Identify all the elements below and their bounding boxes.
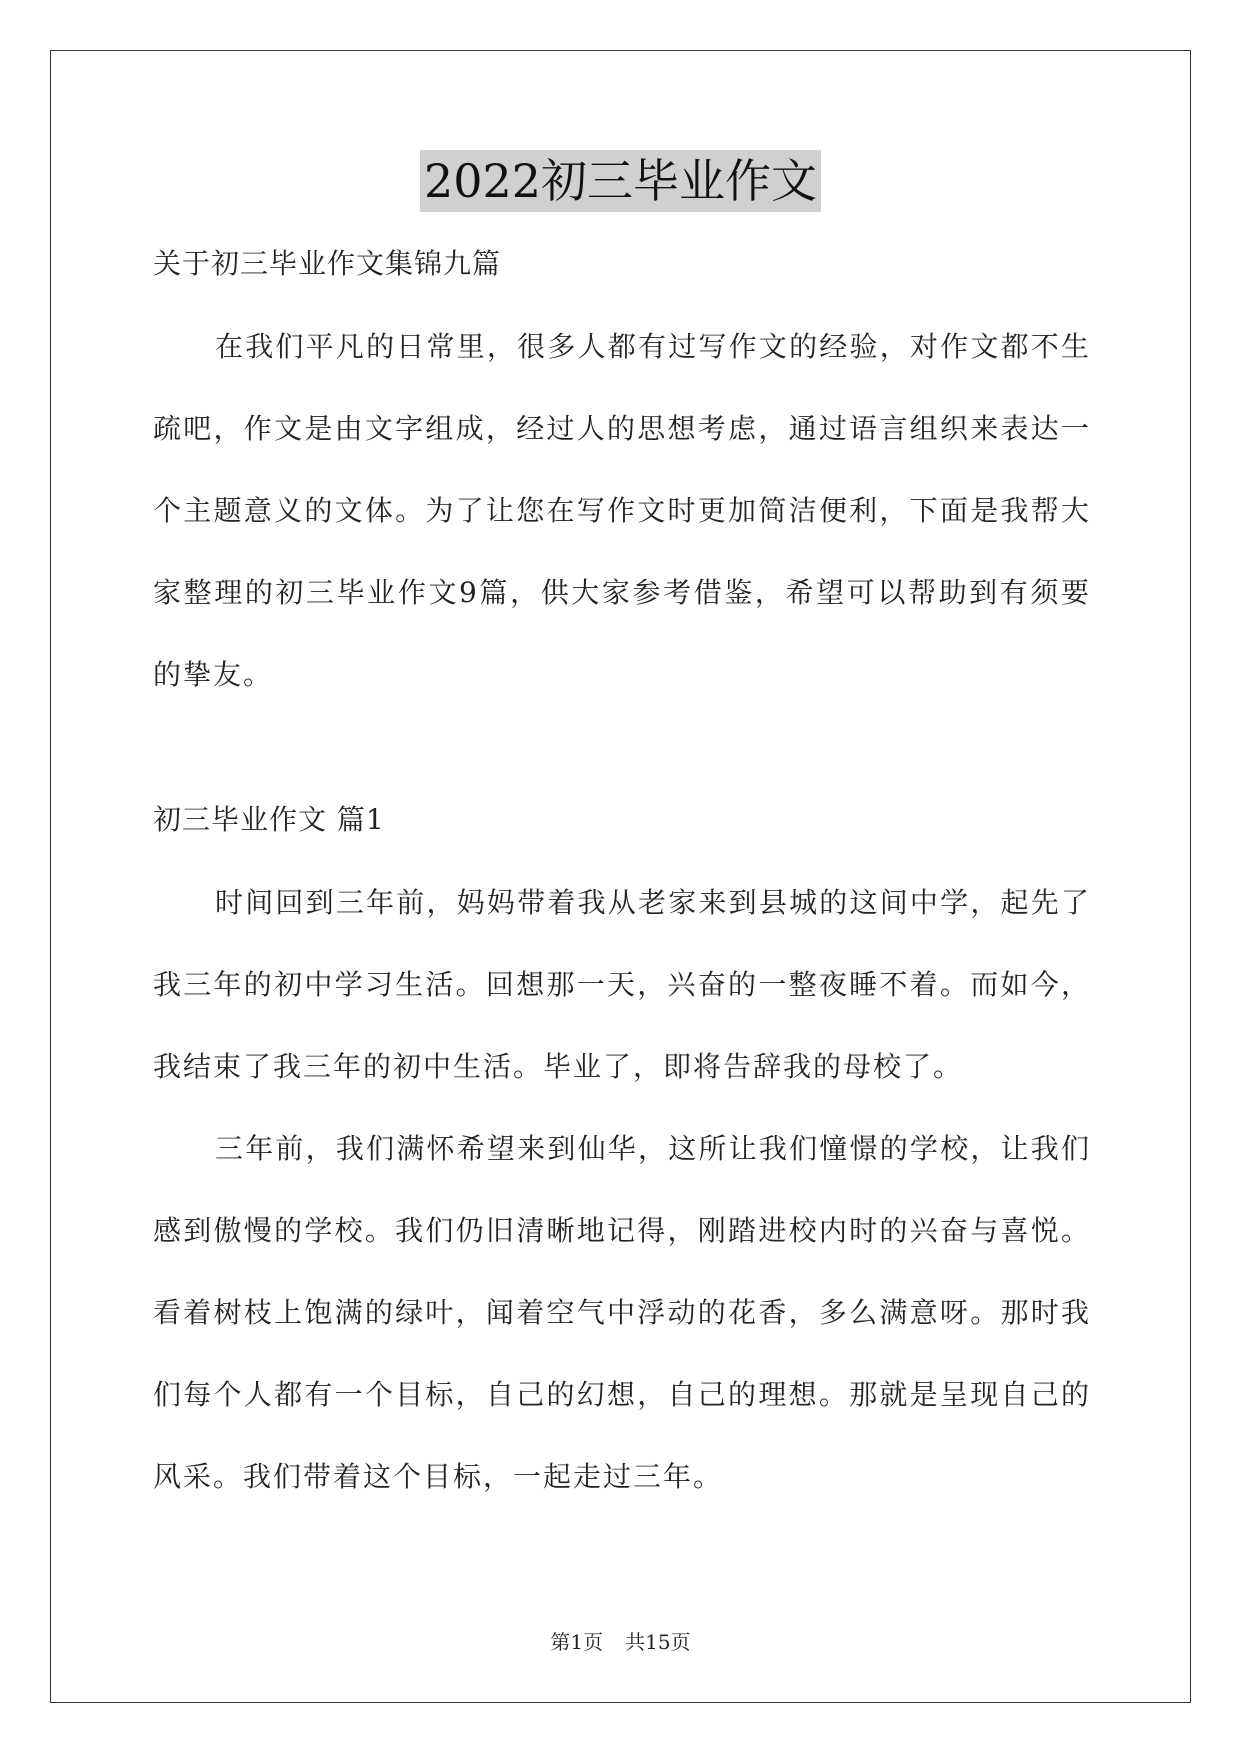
intro-paragraph: 在我们平凡的日常里，很多人都有过写作文的经验，对作文都不生疏吧，作文是由文字组成，经过人的思想考虑，通过语言组织来表达一个主题意义的文体。为了让您在写作文时更加简洁便利，下面是我帮大家整理的初三毕业作文9篇，供大家参考借鉴，希望可以帮助到有须要的挚友。	[153, 330, 1091, 691]
page-number: 第1页	[550, 1630, 604, 1654]
section-paragraph-2: 三年前，我们满怀希望来到仙华，这所让我们憧憬的学校，让我们感到傲慢的学校。我们仍旧清晰地记得，刚踏进校内时的兴奋与喜悦。看着树枝上饱满的绿叶，闻着空气中浮动的花香，多么满意呀。那时我们每个人都有一个目标，自己的幻想，自己的理想。那就是呈现自己的风采。我们带着这个目标，一起走过三年。	[153, 1132, 1091, 1493]
section-paragraph-1: 时间回到三年前，妈妈带着我从老家来到县城的这间中学，起先了我三年的初中学习生活。回想那一天，兴奋的一整夜睡不着。而如今，我结束了我三年的初中生活。毕业了，即将告辞我的母校了。	[153, 886, 1091, 1083]
section-heading: 初三毕业作文 篇1	[153, 803, 385, 836]
page-footer	[0, 1628, 1241, 1656]
page-total: 共15页	[625, 1630, 691, 1654]
title-container	[0, 150, 1241, 212]
document-body	[153, 234, 1091, 1518]
document-subtitle: 关于初三毕业作文集锦九篇	[153, 247, 502, 280]
document-title: 2022初三毕业作文	[420, 150, 821, 212]
